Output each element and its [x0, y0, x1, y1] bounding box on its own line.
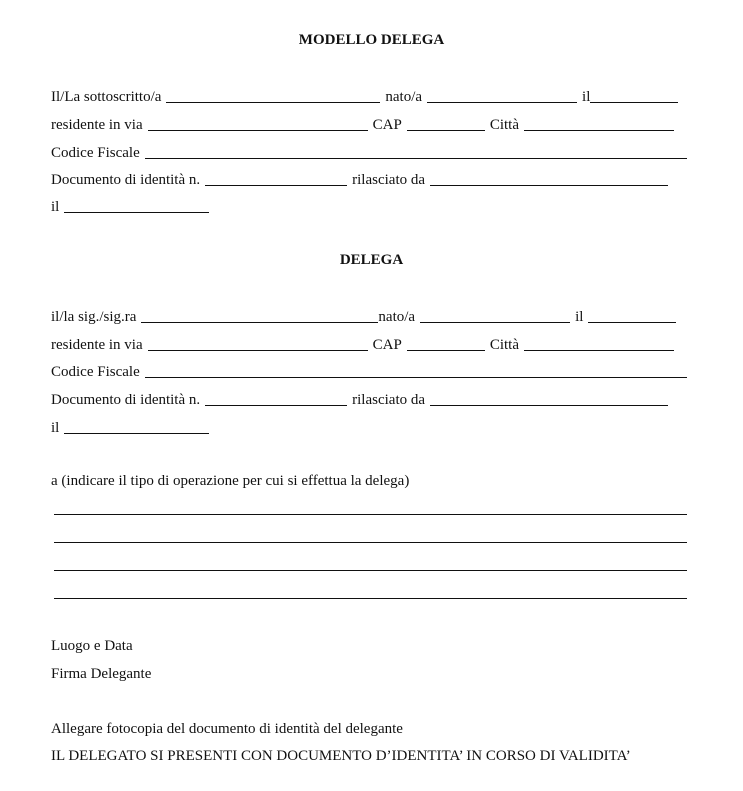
sottoscritto-label: Il/La sottoscritto/a	[51, 89, 162, 105]
delegante-citta-label: Città	[489, 117, 519, 133]
delegante-name-field[interactable]	[166, 102, 380, 103]
delegante-cap-label: CAP	[372, 117, 402, 133]
delegato-street-field[interactable]	[148, 350, 368, 351]
delegato-il-label: il	[575, 309, 584, 325]
operazione-line-3[interactable]	[54, 570, 687, 571]
delegante-cf-field[interactable]	[145, 158, 687, 159]
delegato-cf-label: Codice Fiscale	[51, 364, 140, 380]
delegato-residente-label: residente in via	[51, 337, 143, 353]
operazione-label: a (indicare il tipo di operazione per cui si effettua la delega)	[51, 473, 410, 489]
delegato-nato-label: nato/a	[378, 309, 416, 325]
delegato-documento-label: Documento di identità n.	[51, 392, 201, 408]
delegato-issue-date-field[interactable]	[64, 433, 209, 434]
page-title: MODELLO DELEGA	[298, 32, 445, 48]
operazione-line-2[interactable]	[54, 542, 687, 543]
delegante-address-row	[51, 114, 691, 134]
delegato-cf-field[interactable]	[145, 377, 687, 378]
delegante-birthdate-field[interactable]	[590, 102, 678, 103]
delegante-street-field[interactable]	[148, 130, 368, 131]
delegante-cf-row	[51, 142, 691, 162]
fotocopia-note: Allegare fotocopia del documento di identità del delegante	[51, 721, 403, 737]
delegato-document-row	[51, 389, 691, 409]
delegante-residente-label: residente in via	[51, 117, 143, 133]
delegato-citta-label: Città	[489, 337, 519, 353]
delegante-birthplace-field[interactable]	[427, 102, 577, 103]
delegato-birthplace-field[interactable]	[420, 322, 570, 323]
delegante-issue-date-field[interactable]	[64, 212, 209, 213]
sig-label: il/la sig./sig.ra	[51, 309, 137, 325]
operazione-line-4[interactable]	[54, 598, 687, 599]
delegato-cap-field[interactable]	[407, 350, 485, 351]
delegato-birthdate-field[interactable]	[588, 322, 676, 323]
delegante-documento-label: Documento di identità n.	[51, 172, 201, 188]
delegato-cap-label: CAP	[372, 337, 402, 353]
delegato-rilasciato-label: rilasciato da	[352, 392, 426, 408]
delegante-il-rilascio-label: il	[51, 199, 60, 215]
delegato-name-row	[51, 306, 691, 326]
delegato-validity-note: IL DELEGATO SI PRESENTI CON DOCUMENTO D’IDENTITA’ IN CORSO DI VALIDITA’	[51, 748, 631, 764]
delegato-issue-date-row	[51, 417, 691, 437]
delegato-city-field[interactable]	[524, 350, 674, 351]
delegante-name-row	[51, 86, 691, 106]
delegato-document-field[interactable]	[205, 405, 347, 406]
delegante-issuer-field[interactable]	[430, 185, 668, 186]
delegante-rilasciato-label: rilasciato da	[352, 172, 426, 188]
firma-delegante-label: Firma Delegante	[51, 666, 152, 682]
delegante-issue-date-row	[51, 196, 691, 216]
delegato-address-row	[51, 334, 691, 354]
delegato-il-rilascio-label: il	[51, 420, 60, 436]
delegante-nato-label: nato/a	[385, 89, 423, 105]
delegante-il-label: il	[582, 89, 591, 105]
delegato-issuer-field[interactable]	[430, 405, 668, 406]
delegato-name-field[interactable]	[141, 322, 378, 323]
delega-heading: DELEGA	[339, 252, 404, 268]
delegante-cap-field[interactable]	[407, 130, 485, 131]
luogo-data-label: Luogo e Data	[51, 638, 133, 654]
delegato-cf-row	[51, 361, 691, 381]
operazione-line-1[interactable]	[54, 514, 687, 515]
delegante-document-field[interactable]	[205, 185, 347, 186]
delegante-city-field[interactable]	[524, 130, 674, 131]
delegante-cf-label: Codice Fiscale	[51, 145, 140, 161]
delegante-document-row	[51, 169, 691, 189]
